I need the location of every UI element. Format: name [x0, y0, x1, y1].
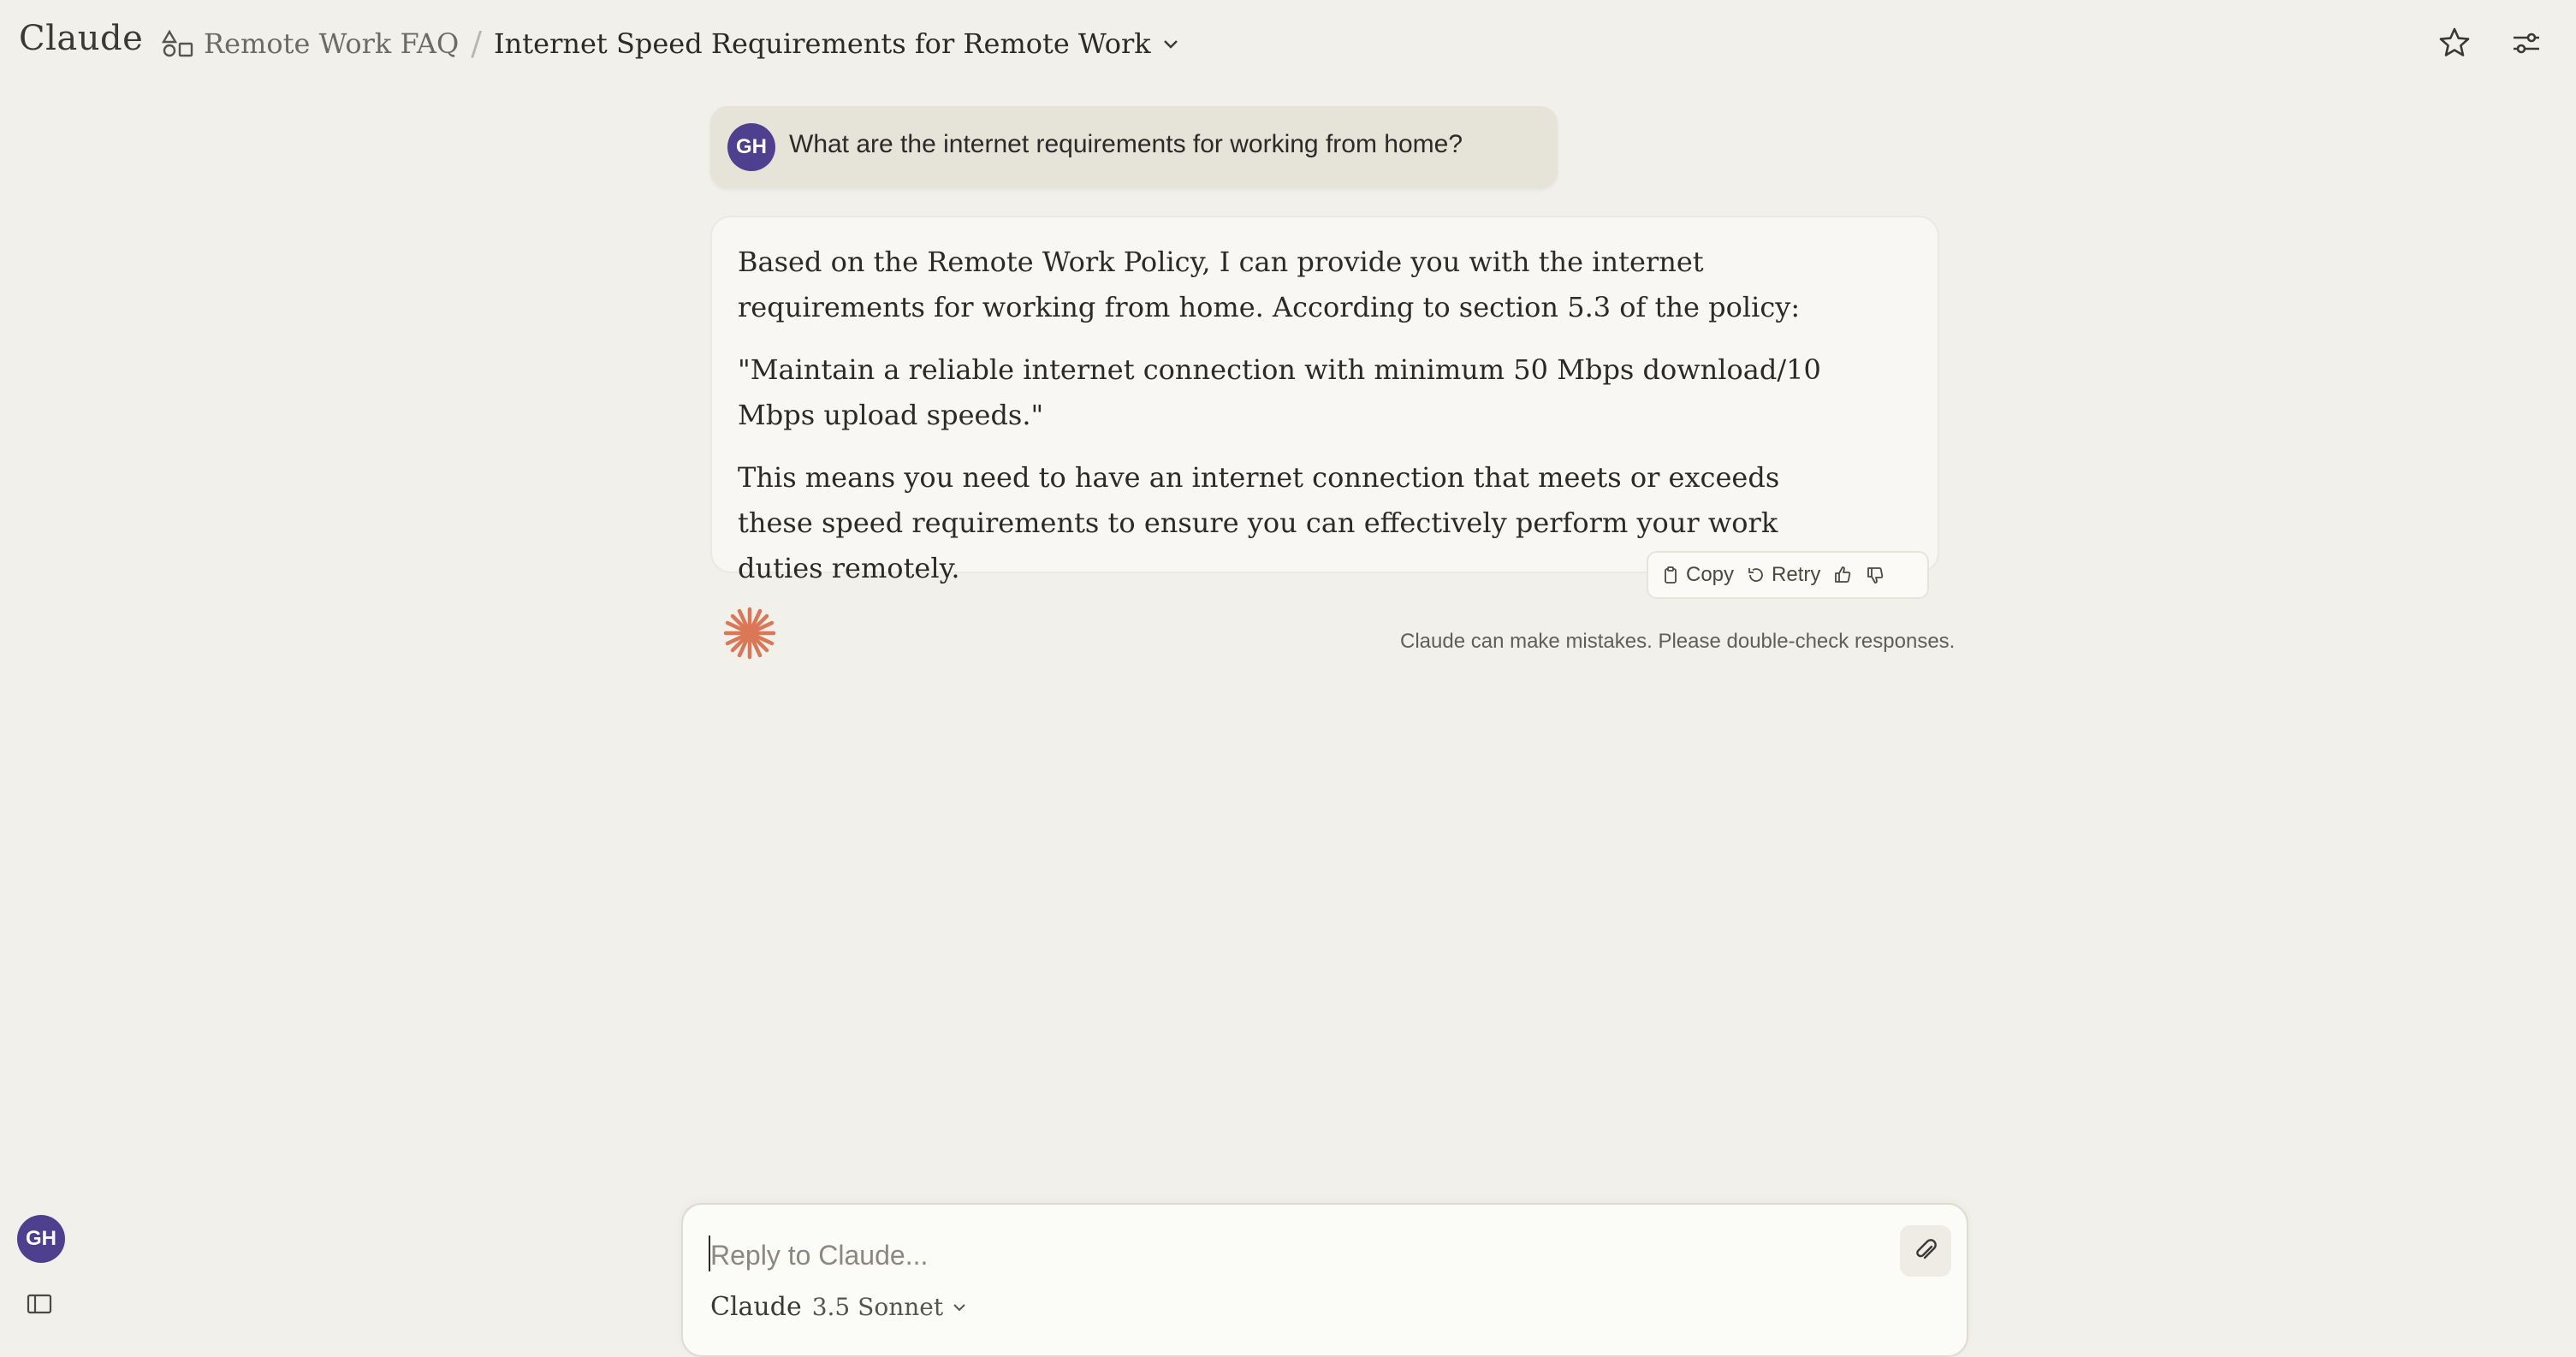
reply-input[interactable] — [709, 1232, 1876, 1278]
copy-icon — [1660, 565, 1681, 585]
thumbs-down-icon — [1865, 565, 1885, 585]
user-message — [710, 106, 1558, 188]
user-avatar: GH — [727, 123, 775, 171]
account-avatar[interactable]: GH — [17, 1215, 65, 1263]
chat-title[interactable]: Internet Speed Requirements for Remote Work — [494, 27, 1151, 60]
attach-button[interactable] — [1900, 1225, 1951, 1277]
retry-label: Retry — [1772, 563, 1821, 586]
breadcrumb-separator: / — [471, 25, 483, 62]
header — [0, 0, 2576, 86]
disclaimer-text: Claude can make mistakes. Please double-check responses. — [1400, 630, 1956, 653]
response-paragraph: This means you need to have an internet connection that meets or exceeds these speed requirements to ensure you can effectively perform your work duties remotely. — [738, 461, 1780, 584]
chevron-down-icon[interactable] — [1160, 33, 1182, 55]
breadcrumb-project[interactable]: Remote Work FAQ — [204, 27, 460, 60]
thumbs-up-icon — [1832, 565, 1853, 585]
thumbs-down-button[interactable] — [1865, 565, 1885, 585]
brand-logo[interactable]: Claude — [19, 19, 144, 58]
star-icon — [2437, 26, 2472, 60]
model-name: Claude — [710, 1292, 802, 1322]
star-button[interactable] — [2436, 24, 2473, 62]
user-message-text: What are the internet requirements for working from home? — [789, 130, 1463, 158]
copy-button[interactable] — [1660, 563, 1734, 587]
settings-sliders-icon — [2509, 26, 2543, 60]
model-version: 3.5 Sonnet — [811, 1293, 944, 1321]
chevron-down-icon — [950, 1298, 969, 1317]
sidebar-toggle-icon[interactable] — [26, 1292, 53, 1316]
response-actions — [1647, 551, 1929, 599]
response-paragraph: Based on the Remote Work Policy, I can provide you with the internet requirements for working from home. According to section 5.3 of the policy: — [738, 246, 1801, 323]
settings-button[interactable] — [2508, 24, 2545, 62]
breadcrumb — [161, 24, 1182, 63]
text-caret — [709, 1236, 710, 1271]
retry-icon — [1746, 565, 1766, 585]
thumbs-up-button[interactable] — [1832, 565, 1853, 585]
response-paragraph: "Maintain a reliable internet connection with minimum 50 Mbps download/10 Mbps upload speeds." — [738, 353, 1821, 431]
composer — [681, 1203, 1968, 1357]
claude-spark-icon — [721, 604, 779, 662]
copy-label: Copy — [1686, 563, 1735, 586]
paperclip-icon — [1911, 1236, 1940, 1265]
project-icon — [161, 27, 195, 61]
retry-button[interactable] — [1746, 563, 1820, 587]
model-selector[interactable] — [710, 1292, 969, 1322]
